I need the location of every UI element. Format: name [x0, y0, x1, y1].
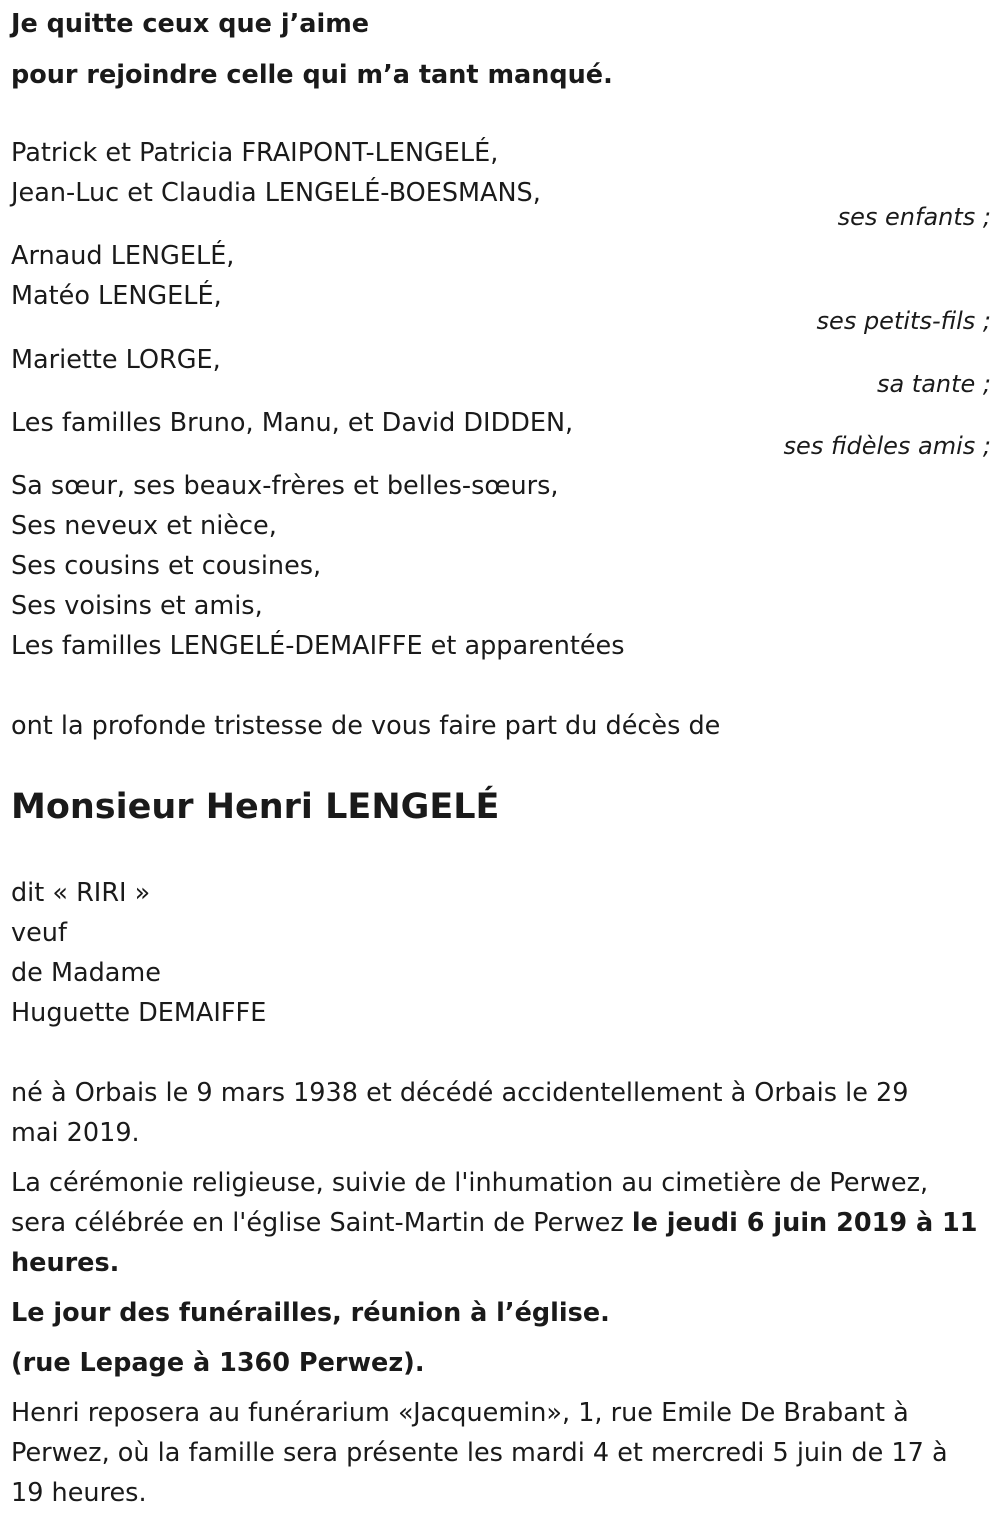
friends-role: ses fidèles amis ;	[783, 432, 991, 460]
spouse-name: Huguette DEMAIFFE	[11, 998, 267, 1028]
church-address: (rue Lepage à 1360 Perwez).	[11, 1348, 425, 1378]
family-line-3: Ses cousins et cousines,	[11, 551, 322, 581]
grandchildren-line-1: Arnaud LENGELÉ,	[11, 241, 235, 271]
visitation-line-3: 19 heures.	[11, 1478, 147, 1508]
grandchildren-line-2: Matéo LENGELÉ,	[11, 281, 222, 311]
children-line-2: Jean-Luc et Claudia LENGELÉ-BOESMANS,	[11, 178, 541, 208]
visitation-line-1: Henri reposera au funérarium «Jacquemin», 1, rue Emile De Brabant à	[11, 1398, 909, 1428]
poem-line-1: Je quitte ceux que j’aime	[11, 9, 370, 39]
birth-death-line-2: mai 2019.	[11, 1118, 140, 1148]
announcement: ont la profonde tristesse de vous faire part du décès de	[11, 711, 721, 741]
birth-death-line-1: né à Orbais le 9 mars 1938 et décédé accidentellement à Orbais le 29	[11, 1078, 909, 1108]
children-line-1: Patrick et Patricia FRAIPONT-LENGELÉ,	[11, 138, 499, 168]
family-line-4: Ses voisins et amis,	[11, 591, 263, 621]
spouse-title: de Madame	[11, 958, 161, 988]
grandchildren-role: ses petits-fils ;	[816, 307, 991, 335]
friends-line: Les familles Bruno, Manu, et David DIDDEN,	[11, 408, 574, 438]
aunt-role: sa tante ;	[876, 370, 991, 398]
ceremony-date: le jeudi 6 juin 2019 à 11	[631, 1208, 978, 1238]
visitation-line-2: Perwez, où la famille sera présente les mardi 4 et mercredi 5 juin de 17 à	[11, 1438, 948, 1468]
deceased-name: Monsieur Henri LENGELÉ	[11, 787, 500, 827]
children-role: ses enfants ;	[837, 203, 991, 231]
poem-line-2: pour rejoindre celle qui m’a tant manqué.	[11, 60, 613, 90]
aunt-line: Mariette LORGE,	[11, 345, 221, 375]
ceremony-line-1: La cérémonie religieuse, suivie de l'inhumation au cimetière de Perwez,	[11, 1168, 929, 1198]
ceremony-line-3: heures.	[11, 1248, 120, 1278]
family-line-2: Ses neveux et nièce,	[11, 511, 277, 541]
funeral-meeting: Le jour des funérailles, réunion à l’église.	[11, 1298, 610, 1328]
ceremony-location: sera célébrée en l'église Saint-Martin de Perwez	[11, 1208, 632, 1238]
nickname: dit « RIRI »	[11, 878, 151, 908]
family-line-5: Les familles LENGELÉ-DEMAIFFE et apparentées	[11, 631, 625, 661]
ceremony-line-2	[11, 1207, 978, 1239]
widower-label: veuf	[11, 918, 67, 948]
family-line-1: Sa sœur, ses beaux-frères et belles-sœurs,	[11, 471, 559, 501]
